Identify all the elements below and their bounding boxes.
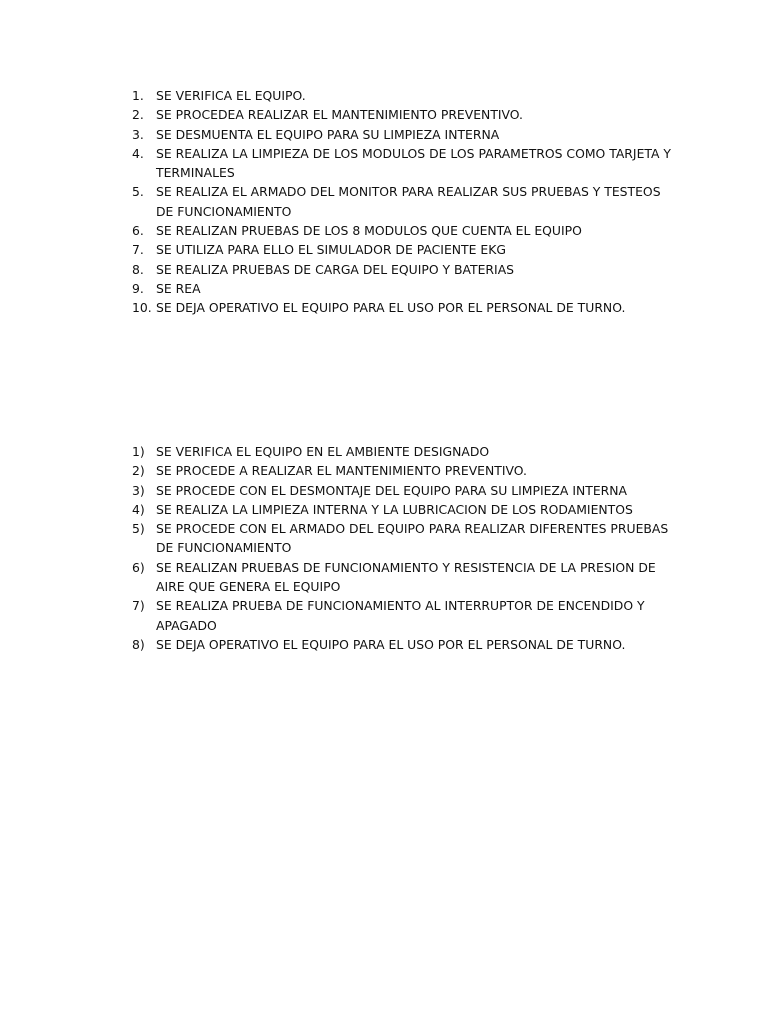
list-item-number: 8. bbox=[132, 261, 144, 277]
list-item-text: SE REALIZA LA LIMPIEZA INTERNA Y LA LUBRICACION DE LOS RODAMIENTOS bbox=[156, 501, 633, 517]
list-item-text: SE REALIZA LA LIMPIEZA DE LOS MODULOS DE LOS PARAMETROS COMO TARJETA Y TERMINALES bbox=[156, 145, 671, 181]
list-item-number: 7) bbox=[132, 598, 145, 614]
list-item bbox=[132, 481, 672, 500]
list-item-text: SE REA bbox=[156, 280, 201, 296]
list-item-text: SE REALIZAN PRUEBAS DE FUNCIONAMIENTO Y RESISTENCIA DE LA PRESION DE AIRE QUE GENERA EL EQUIPO bbox=[156, 559, 656, 595]
list-item-text: SE REALIZA PRUEBAS DE CARGA DEL EQUIPO Y BATERIAS bbox=[156, 261, 515, 277]
list-item-text: SE DESMUENTA EL EQUIPO PARA SU LIMPIEZA INTERNA bbox=[156, 126, 500, 142]
procedure-list-monitor bbox=[132, 86, 672, 318]
list-item-number: 10. bbox=[132, 300, 152, 316]
list-item-number: 4. bbox=[132, 145, 144, 161]
list-item-number: 6) bbox=[132, 559, 145, 575]
list-item-text: SE VERIFICA EL EQUIPO. bbox=[156, 88, 306, 103]
list-item-text: SE REALIZAN PRUEBAS DE LOS 8 MODULOS QUE CUENTA EL EQUIPO bbox=[156, 223, 582, 239]
list-item bbox=[132, 461, 672, 480]
list-item-text: SE REALIZA EL ARMADO DEL MONITOR PARA REALIZAR SUS PRUEBAS Y TESTEOS DE FUNCIONAMIENTO bbox=[156, 184, 661, 219]
list-item-number: 5. bbox=[132, 184, 144, 200]
list-item-number: 1. bbox=[132, 88, 144, 103]
list-item-text: SE VERIFICA EL EQUIPO EN EL AMBIENTE DESIGNADO bbox=[156, 444, 490, 459]
list-item bbox=[132, 125, 672, 144]
list-item bbox=[132, 182, 672, 221]
list-item-number: 6. bbox=[132, 223, 144, 239]
list-item-number: 2. bbox=[132, 107, 144, 123]
list-item bbox=[132, 635, 672, 654]
procedure-list-compressor bbox=[132, 442, 672, 654]
list-item-number: 1) bbox=[132, 444, 145, 459]
list-item bbox=[132, 596, 672, 635]
list-item-text: SE PROCEDE CON EL ARMADO DEL EQUIPO PARA REALIZAR DIFERENTES PRUEBAS DE FUNCIONAMIENTO bbox=[156, 521, 669, 556]
list-item-number: 2) bbox=[132, 463, 145, 479]
list-item-number: 7. bbox=[132, 242, 144, 258]
list-item bbox=[132, 298, 672, 317]
list-item-text: SE DEJA OPERATIVO EL EQUIPO PARA EL USO POR EL PERSONAL DE TURNO. bbox=[156, 300, 626, 316]
list-item bbox=[132, 558, 672, 597]
list-item-number: 3) bbox=[132, 482, 145, 498]
list-item-number: 3. bbox=[132, 126, 144, 142]
list-item-number: 4) bbox=[132, 501, 145, 517]
list-item-text: SE PROCEDEA REALIZAR EL MANTENIMIENTO PREVENTIVO. bbox=[156, 107, 523, 123]
list-item-number: 5) bbox=[132, 521, 145, 537]
list-item-text: SE REALIZA PRUEBA DE FUNCIONAMIENTO AL INTERRUPTOR DE ENCENDIDO Y APAGADO bbox=[156, 598, 645, 633]
list-item bbox=[132, 442, 672, 461]
list-item bbox=[132, 221, 672, 240]
list-item bbox=[132, 240, 672, 259]
list-item bbox=[132, 519, 672, 558]
list-item-text: SE UTILIZA PARA ELLO EL SIMULADOR DE PACIENTE EKG bbox=[156, 242, 506, 258]
list-item bbox=[132, 279, 672, 298]
list-item-number: 9. bbox=[132, 280, 144, 296]
list-item bbox=[132, 105, 672, 124]
list-item bbox=[132, 86, 672, 105]
list-item-text: SE PROCEDE A REALIZAR EL MANTENIMIENTO PREVENTIVO. bbox=[156, 463, 527, 479]
list-item-text: SE PROCEDE CON EL DESMONTAJE DEL EQUIPO PARA SU LIMPIEZA INTERNA bbox=[156, 482, 627, 498]
list-item bbox=[132, 500, 672, 519]
list-item-number: 8) bbox=[132, 636, 145, 652]
list-item bbox=[132, 260, 672, 279]
list-item bbox=[132, 144, 672, 183]
list-item-text: SE DEJA OPERATIVO EL EQUIPO PARA EL USO POR EL PERSONAL DE TURNO. bbox=[156, 636, 626, 652]
